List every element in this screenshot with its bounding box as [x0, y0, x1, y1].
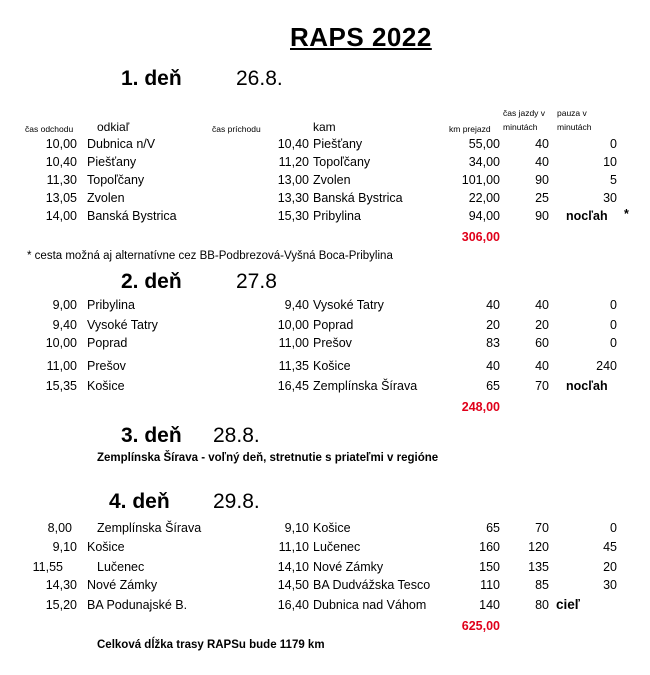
km-value: 110: [480, 578, 500, 592]
header-minutes-line2: minutách: [503, 122, 538, 132]
minutes-value: 70: [535, 521, 549, 535]
departure-time: 10,00: [45, 137, 77, 151]
table-row: [0, 578, 650, 596]
arrival-time: 10,00: [277, 318, 309, 332]
pause-value: 0: [610, 521, 617, 535]
table-row: [0, 191, 650, 209]
from-place: Prešov: [87, 359, 126, 373]
arrival-time: 16,40: [277, 598, 309, 612]
departure-time: 11,55: [32, 560, 63, 574]
day-3-date: 28.8.: [213, 424, 260, 447]
arrival-time: 11,20: [278, 155, 309, 169]
day-1-label: 1. deň: [121, 67, 182, 90]
to-place: Košice: [313, 359, 351, 373]
departure-time: 15,20: [45, 598, 77, 612]
from-place: Dubnica n/V: [87, 137, 156, 151]
to-place: Poprad: [313, 318, 354, 332]
header-arrival: čas príchodu: [212, 124, 261, 134]
table-row: [0, 598, 650, 616]
minutes-value: 40: [535, 155, 549, 169]
departure-time: 10,00: [45, 336, 77, 350]
from-place: Poprad: [87, 336, 128, 350]
pause-value: 240: [596, 359, 617, 373]
minutes-value: 90: [535, 209, 549, 223]
table-row: [0, 209, 650, 227]
day-4-total: 625,00: [461, 619, 500, 633]
departure-time: 9,10: [52, 540, 77, 554]
table-row: [0, 359, 650, 377]
day-1-date: 26.8.: [236, 67, 283, 90]
departure-time: 14,00: [45, 209, 77, 223]
departure-time: 11,30: [46, 173, 77, 187]
table-row: [0, 379, 650, 397]
from-place: Pribylina: [87, 298, 135, 312]
arrival-time: 13,00: [277, 173, 309, 187]
to-place: Topoľčany: [313, 155, 371, 169]
minutes-value: 70: [535, 379, 549, 393]
arrival-time: 11,35: [278, 359, 309, 373]
pause-value: 20: [603, 560, 617, 574]
to-place: Lučenec: [313, 540, 361, 554]
km-value: 65: [486, 521, 500, 535]
pause-value: nocľah: [566, 379, 608, 393]
minutes-value: 40: [535, 137, 549, 151]
pause-value: cieľ: [556, 597, 580, 612]
from-place: Košice: [87, 379, 125, 393]
to-place: Dubnica nad Váhom: [313, 598, 427, 612]
km-value: 40: [486, 298, 500, 312]
table-row: [0, 336, 650, 354]
from-place: Vysoké Tatry: [87, 318, 158, 332]
to-place: Prešov: [313, 336, 352, 350]
minutes-value: 25: [535, 191, 549, 205]
arrival-time: 9,10: [284, 521, 309, 535]
departure-time: 11,00: [46, 359, 77, 373]
pause-value: 10: [603, 155, 617, 169]
departure-time: 15,35: [45, 379, 77, 393]
minutes-value: 120: [528, 540, 549, 554]
footnote-marker: *: [624, 207, 629, 221]
from-place: Nové Zámky: [87, 578, 158, 592]
alternative-route-note: * cesta možná aj alternatívne cez BB-Podbrezová-Vyšná Boca-Pribylina: [27, 250, 393, 262]
minutes-value: 135: [528, 560, 549, 574]
from-place: Zemplínska Šírava: [97, 521, 202, 535]
km-value: 34,00: [468, 155, 500, 169]
to-place: Piešťany: [313, 137, 363, 151]
minutes-value: 60: [535, 336, 549, 350]
km-value: 150: [479, 560, 500, 574]
table-row: [0, 298, 650, 316]
from-place: Košice: [87, 540, 125, 554]
to-place: Košice: [313, 521, 351, 535]
table-row: [0, 540, 650, 558]
to-place: Zemplínska Šírava: [313, 379, 418, 393]
page-title: RAPS 2022: [290, 22, 432, 52]
day-1-total: 306,00: [461, 230, 500, 244]
km-value: 83: [486, 336, 500, 350]
header-pause-line2: minutách: [557, 122, 592, 132]
arrival-time: 11,10: [278, 540, 309, 554]
from-place: Topoľčany: [87, 173, 145, 187]
day-4-label: 4. deň: [109, 490, 170, 513]
km-value: 22,00: [468, 191, 500, 205]
departure-time: 9,00: [52, 298, 77, 312]
from-place: Lučenec: [97, 560, 145, 574]
from-place: Banská Bystrica: [87, 209, 177, 223]
table-row: [0, 137, 650, 155]
header-minutes-line1: čas jazdy v: [503, 108, 546, 118]
pause-value: 0: [610, 137, 617, 151]
departure-time: 10,40: [45, 155, 77, 169]
header-km: km prejazd: [449, 124, 491, 134]
minutes-value: 40: [535, 298, 549, 312]
km-value: 20: [486, 318, 500, 332]
table-row: [0, 521, 650, 539]
minutes-value: 80: [535, 598, 549, 612]
arrival-time: 14,10: [277, 560, 309, 574]
km-value: 40: [486, 359, 500, 373]
departure-time: 14,30: [45, 578, 77, 592]
total-distance-summary: Celková dĺžka trasy RAPSu bude 1179 km: [97, 639, 325, 651]
arrival-time: 10,40: [277, 137, 309, 151]
pause-value: nocľah: [566, 209, 608, 223]
arrival-time: 15,30: [277, 209, 309, 223]
minutes-value: 90: [535, 173, 549, 187]
day-2-label: 2. deň: [121, 270, 182, 293]
from-place: Piešťany: [87, 155, 137, 169]
departure-time: 8,00: [47, 521, 72, 535]
arrival-time: 14,50: [277, 578, 309, 592]
day-2-total: 248,00: [461, 400, 500, 414]
from-place: BA Podunajské B.: [87, 598, 188, 612]
to-place: BA Dudvážska Tesco: [313, 578, 431, 592]
table-row: [0, 318, 650, 336]
km-value: 94,00: [468, 209, 500, 223]
km-value: 65: [486, 379, 500, 393]
pause-value: 30: [603, 191, 617, 205]
arrival-time: 11,00: [278, 336, 309, 350]
header-to: kam: [313, 120, 336, 134]
to-place: Banská Bystrica: [313, 191, 403, 205]
pause-value: 0: [610, 318, 617, 332]
departure-time: 9,40: [52, 318, 77, 332]
table-row: [0, 173, 650, 191]
header-from: odkiaľ: [97, 120, 130, 134]
to-place: Nové Zámky: [313, 560, 384, 574]
free-day-note: Zemplínska Šírava - voľný deň, stretnutie s priateľmi v regióne: [97, 452, 439, 464]
km-value: 55,00: [468, 137, 500, 151]
pause-value: 0: [610, 336, 617, 350]
km-value: 140: [479, 598, 500, 612]
arrival-time: 13,30: [277, 191, 309, 205]
to-place: Vysoké Tatry: [313, 298, 384, 312]
from-place: Zvolen: [87, 191, 125, 205]
arrival-time: 16,45: [277, 379, 309, 393]
to-place: Zvolen: [313, 173, 351, 187]
minutes-value: 20: [535, 318, 549, 332]
km-value: 101,00: [461, 173, 500, 187]
km-value: 160: [479, 540, 500, 554]
header-pause-line1: pauza v: [557, 108, 587, 118]
minutes-value: 40: [535, 359, 549, 373]
pause-value: 0: [610, 298, 617, 312]
to-place: Pribylina: [313, 209, 361, 223]
departure-time: 13,05: [45, 191, 77, 205]
day-4-date: 29.8.: [213, 490, 260, 513]
header-departure: čas odchodu: [25, 124, 74, 134]
arrival-time: 9,40: [284, 298, 309, 312]
table-row: [0, 560, 650, 578]
minutes-value: 85: [535, 578, 549, 592]
pause-value: 30: [603, 578, 617, 592]
table-row: [0, 155, 650, 173]
day-3-label: 3. deň: [121, 424, 182, 447]
day-2-date: 27.8: [236, 270, 277, 293]
pause-value: 5: [610, 173, 617, 187]
pause-value: 45: [603, 540, 617, 554]
